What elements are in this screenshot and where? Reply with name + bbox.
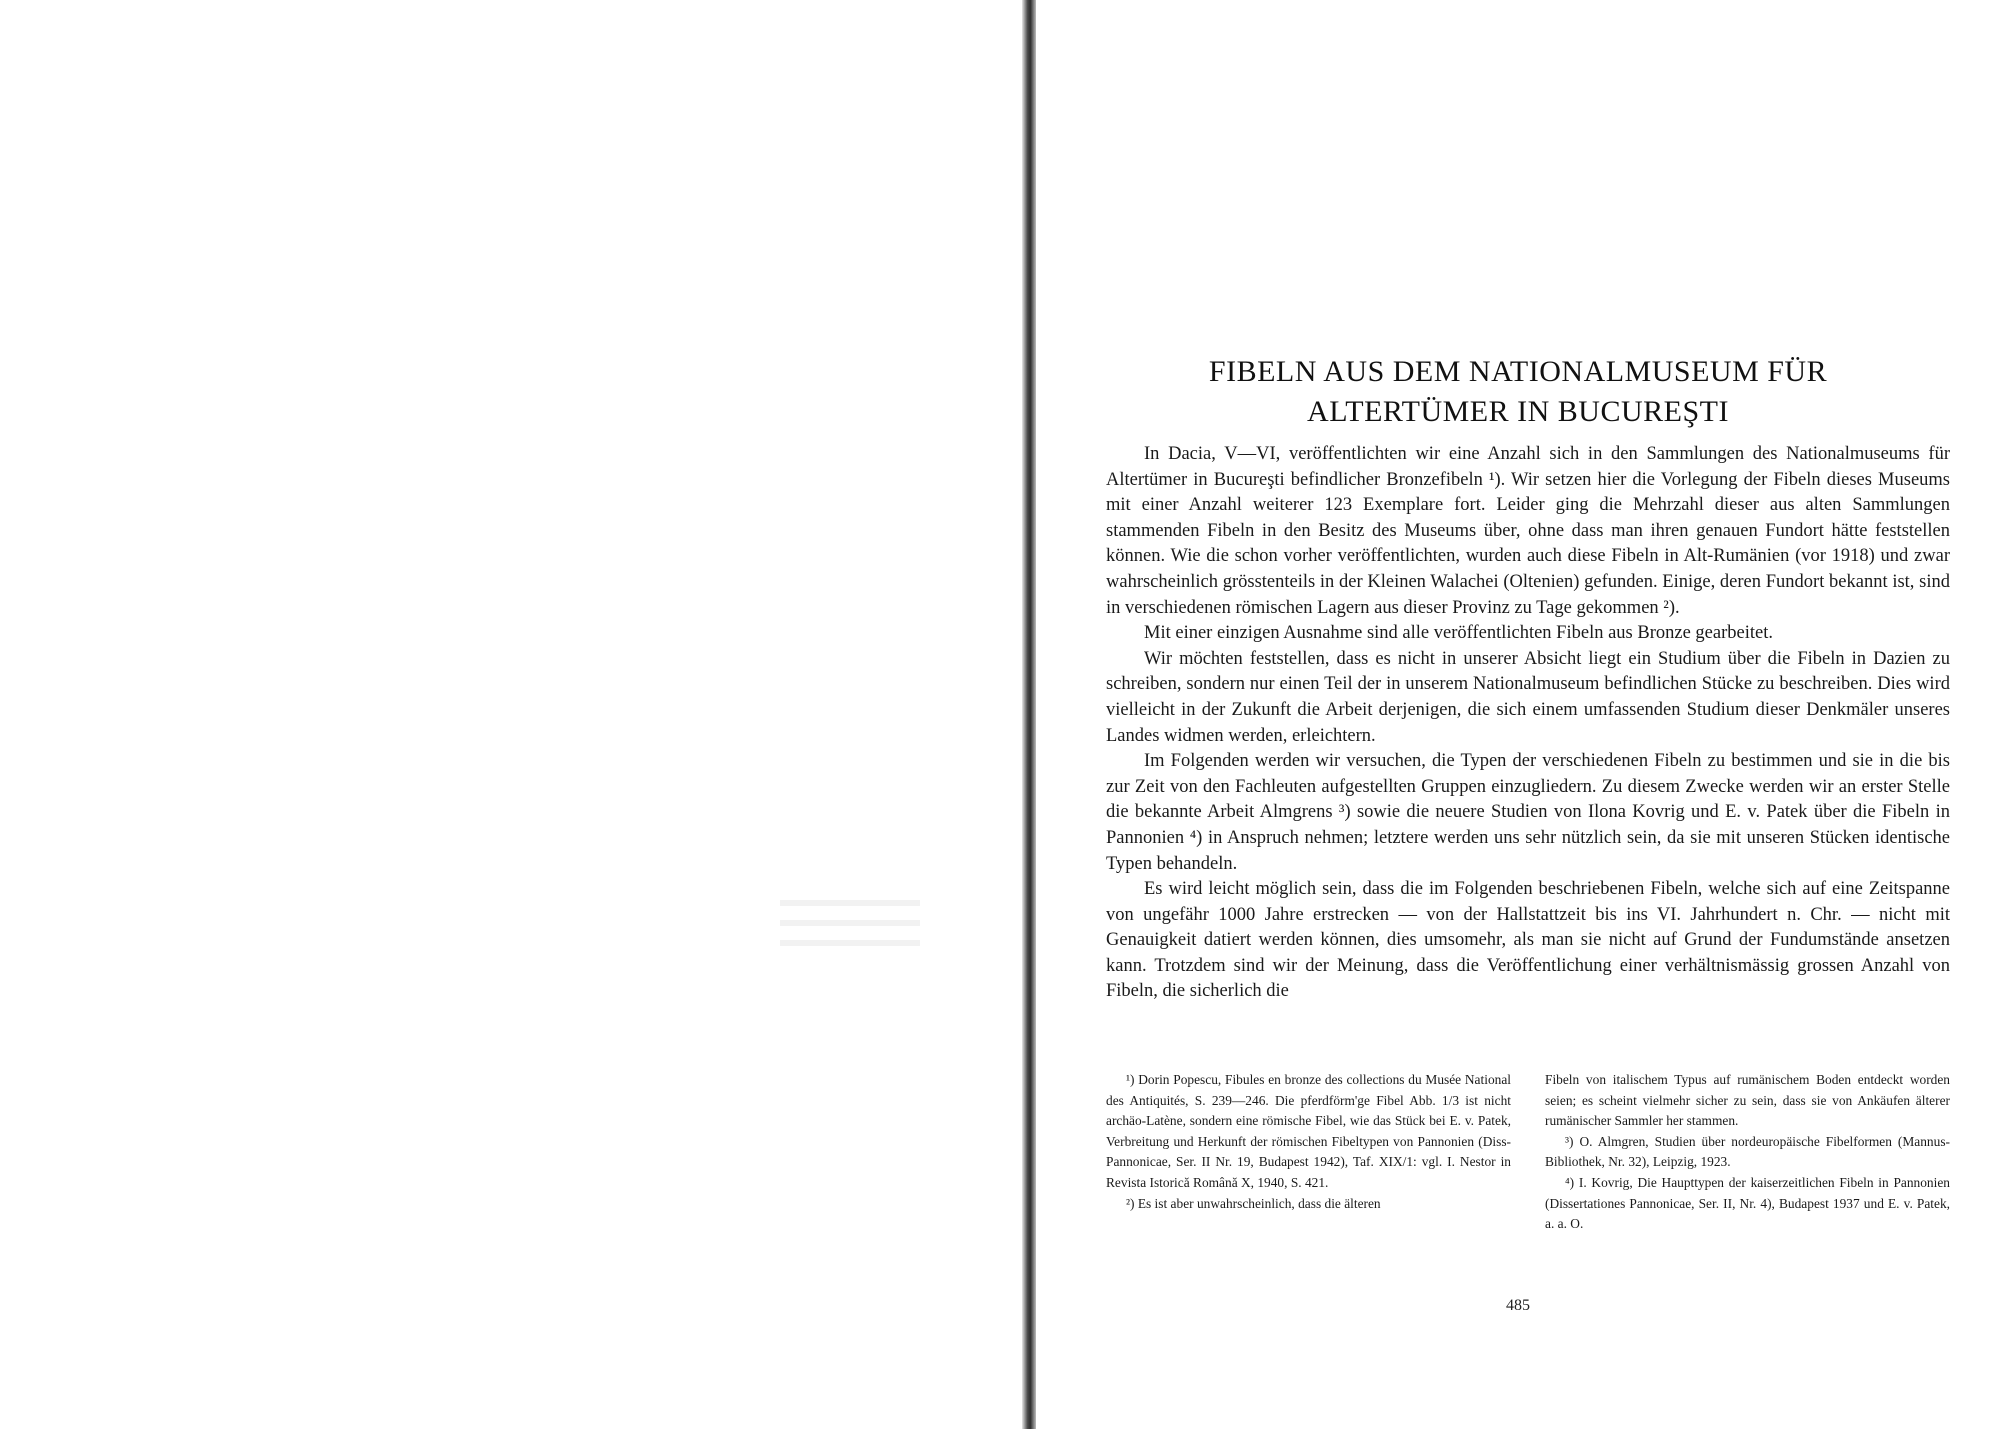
footnote-3: ³) O. Almgren, Studien über nordeuropäische Fibelformen (Mannus-Bibliothek, Nr. 32), Leipzig, 1923. xyxy=(1545,1133,1950,1170)
footnotes xyxy=(1106,1070,1950,1235)
body-paragraph: Im Folgenden werden wir versuchen, die Typen der verschiedenen Fibeln zu bestimmen und sie in die bis zur Zeit von den Fachleuten aufgestellten Gruppen einzugliedern. Zu diesem Zwecke werden wir an erster Stelle die bekannte Arbeit Almgrens ³) sowie die neuere Studien von Ilona Kovrig und E. v. Patek über die Fibeln in Pannonien ⁴) in Anspruch nehmen; letztere werden uns sehr nützlich sein, da sie mit unseren Stücken identische Typen behandeln. xyxy=(1106,751,1950,874)
right-page xyxy=(1036,0,2000,1429)
footnote-2: ²) Es ist aber unwahrscheinlich, dass die älteren xyxy=(1126,1195,1381,1211)
body-paragraph: Mit einer einzigen Ausnahme sind alle veröffentlichten Fibeln aus Bronze gearbeitet. xyxy=(1144,623,1773,644)
article-title xyxy=(1036,352,2000,432)
footnote-4: ⁴) I. Kovrig, Die Haupttypen der kaiserzeitlichen Fibeln in Pannonien (Dissertationes Pannonicae, Ser. II, Nr. 4), Budapest 1937 und E. v. Patek, a. a. O. xyxy=(1545,1174,1950,1232)
footnotes-right-column xyxy=(1545,1070,1950,1235)
book-gutter xyxy=(1022,0,1036,1429)
footnote-1: ¹) Dorin Popescu, Fibules en bronze des collections du Musée National des Antiquités, S. 239—246. Die pferdförm'ge Fibel Abb. 1/3 ist nicht archäo-Latène, sondern eine römische Fibel, wie das Stück bei E. v. Patek, Verbreitung und Herkunft der römischen Fibeltypen von Pannonien (Diss-Pannonicae, Ser. II Nr. 19, Budapest 1942), Taf. XIX/1: vgl. I. Nestor in Revista Istorică Română X, 1940, S. 421. xyxy=(1106,1072,1511,1190)
body-paragraph: In Dacia, V—VI, veröffentlichten wir eine Anzahl sich in den Sammlungen des Nationalmuseums für Altertümer in Bucureşti befindlicher Bronzefibeln ¹). Wir setzen hier die Vorlegung der Fibeln dieses Museums mit einer Anzahl weiterer 123 Exemplare fort. Leider ging die Mehrzahl dieser aus alten Sammlungen stammenden Fibeln in den Besitz des Museums über, ohne dass man ihren genauen Fundort hätte feststellen können. Wie die schon vorher veröffentlichten, wurden auch diese Fibeln in Alt-Rumänien (vor 1918) und zwar wahrscheinlich grösstenteils in der Kleinen Walachei (Oltenien) gefunden. Einige, deren Fundort bekannt ist, sind in verschiedenen römischen Lagern aus dieser Provinz zu Tage gekommen ²). xyxy=(1106,444,1950,618)
footnote-2-continuation: Fibeln von italischem Typus auf rumänischem Boden entdeckt worden seien; es scheint vielmehr sicher zu sein, dass sie von Ankäufen älterer rumänischer Sammler her stammen. xyxy=(1545,1072,1950,1129)
body-paragraph: Wir möchten feststellen, dass es nicht in unserer Absicht liegt ein Studium über die Fibeln in Dazien zu schreiben, sondern nur einen Teil der in unserem Nationalmuseum befindlichen Stücke zu beschreiben. Dies wird vielleicht in der Zukunft die Arbeit derjenigen, die sich einem umfassenden Studium dieser Denkmäler unseres Landes widmen werden, erleichtern. xyxy=(1106,648,1950,746)
body-paragraph: Es wird leicht möglich sein, dass die im Folgenden beschriebenen Fibeln, welche sich auf eine Zeitspanne von ungefähr 1000 Jahre erstrecken — von der Hallstattzeit bis ins VI. Jahrhundert n. Chr. — nicht mit Genauigkeit datiert werden können, dies umsomehr, als man sie nicht auf Grund der Fundumstände ansetzen kann. Trotzdem sind wir der Meinung, dass die Veröffentlichung einer verhältnismässig grossen Anzahl von Fibeln, die sicherlich die xyxy=(1106,879,1950,1002)
article-title-line-1: FIBELN AUS DEM NATIONALMUSEUM FÜR xyxy=(1208,355,1828,388)
page-number: 485 xyxy=(1506,1297,1530,1314)
show-through-marks xyxy=(780,900,920,980)
article-title-line-2: ALTERTÜMER IN BUCUREŞTI xyxy=(1307,395,1729,428)
footnotes-left-column xyxy=(1106,1070,1511,1235)
article-body xyxy=(1106,442,1950,1005)
